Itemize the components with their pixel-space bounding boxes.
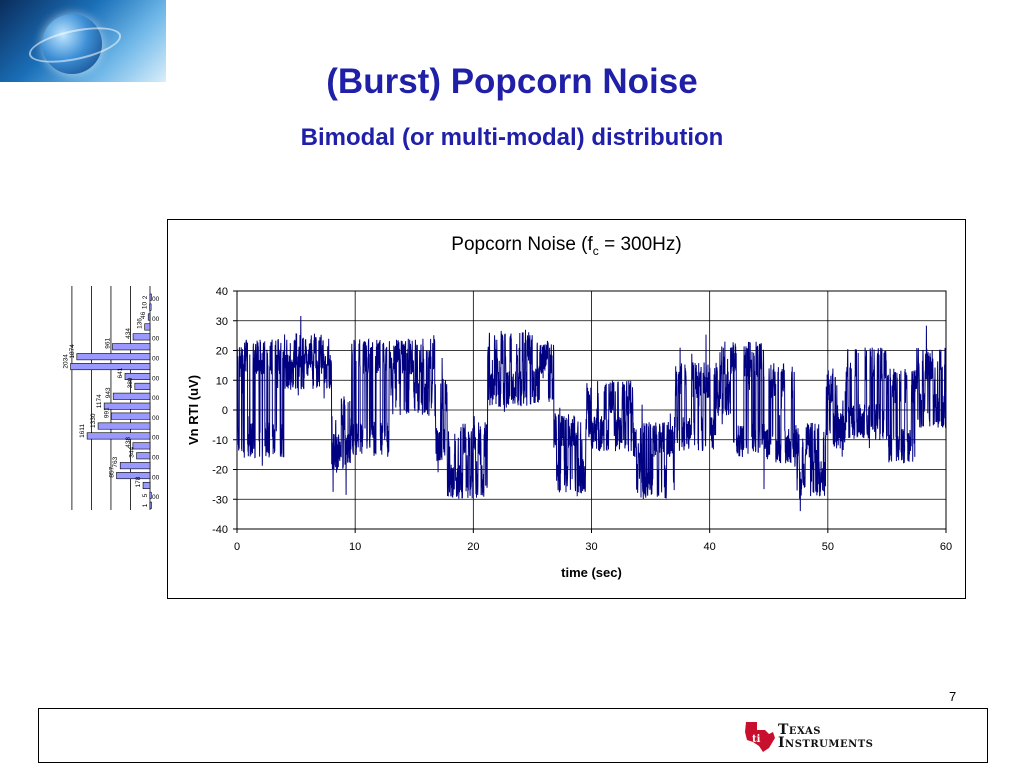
slide-title: (Burst) Popcorn Noise — [326, 62, 698, 101]
hist-category-label: 00 — [152, 395, 160, 403]
y-tick-label: -10 — [212, 434, 228, 447]
y-tick-label: -20 — [212, 464, 228, 477]
y-axis-label: Vn RTI (uV) — [186, 374, 201, 446]
hist-data-label: 2034 — [62, 354, 70, 369]
y-tick-label: 0 — [221, 405, 228, 417]
y-tick-label: -30 — [212, 494, 228, 507]
hist-data-label: 1874 — [68, 344, 76, 359]
hist-category-label: 00 — [152, 414, 160, 422]
brand-line-1: Texas — [778, 722, 821, 738]
hist-data-label: 943 — [105, 387, 113, 399]
chart-title-main: Popcorn Noise (f — [451, 234, 593, 255]
chart-title-end: = 300Hz) — [598, 234, 682, 255]
x-tick-label: 30 — [585, 541, 598, 553]
hist-data-label: 1 — [141, 503, 149, 508]
hist-data-label: 857 — [108, 466, 116, 478]
hist-category-label: 00 — [152, 315, 160, 323]
hist-data-label: 136 — [136, 318, 144, 329]
x-tick-label: 40 — [703, 541, 716, 553]
slide-subtitle: Bimodal (or multi-modal) distribution — [300, 124, 724, 151]
y-tick-label: -40 — [212, 524, 228, 536]
brand-wordmark — [778, 724, 873, 750]
x-axis-label: time (sec) — [561, 565, 622, 580]
y-tick-label: 30 — [215, 315, 228, 328]
x-tick-label: 10 — [349, 541, 362, 553]
y-tick-label: 40 — [215, 286, 228, 298]
hist-category-label: 00 — [152, 335, 160, 343]
hist-data-label: 10 — [141, 301, 149, 310]
hist-data-label: 344 — [128, 446, 136, 458]
hist-category-label: 00 — [152, 454, 160, 462]
hist-data-label: 961 — [104, 337, 112, 349]
chart-title-subscript: c — [592, 243, 599, 258]
x-tick-label: 0 — [233, 541, 241, 553]
hist-data-label: 1330 — [90, 413, 98, 429]
hist-data-label: 763 — [112, 456, 120, 468]
hist-data-label: 1611 — [79, 423, 87, 438]
hist-category-label: 00 — [152, 494, 160, 502]
hist-data-label: 438 — [124, 436, 132, 448]
hist-category-label: 00 — [152, 375, 160, 383]
x-tick-label: 60 — [939, 541, 953, 553]
hist-category-label: 00 — [152, 355, 160, 363]
hist-data-label: 991 — [103, 407, 111, 419]
x-tick-label: 20 — [467, 541, 480, 553]
hist-data-label: 389 — [126, 377, 134, 389]
hist-data-label: 2 — [141, 295, 149, 300]
hist-data-label: 434 — [125, 327, 133, 339]
y-tick-label: 10 — [215, 375, 228, 388]
ti-letters: ti — [752, 734, 761, 745]
hist-data-label: 46 — [140, 311, 148, 320]
hist-data-label: 1174 — [96, 394, 104, 409]
hist-data-label: 5 — [141, 493, 149, 498]
page-number: 7 — [949, 689, 957, 704]
x-tick-label: 50 — [821, 541, 834, 553]
hist-data-label: 178 — [135, 476, 143, 488]
hist-category-label: 00 — [152, 296, 160, 303]
brand-line-2: Instruments — [778, 735, 874, 751]
hist-category-label: 00 — [152, 434, 160, 442]
y-tick-label: 20 — [215, 345, 228, 358]
hist-category-label: 00 — [152, 474, 160, 482]
hist-data-label: 641 — [116, 367, 124, 379]
